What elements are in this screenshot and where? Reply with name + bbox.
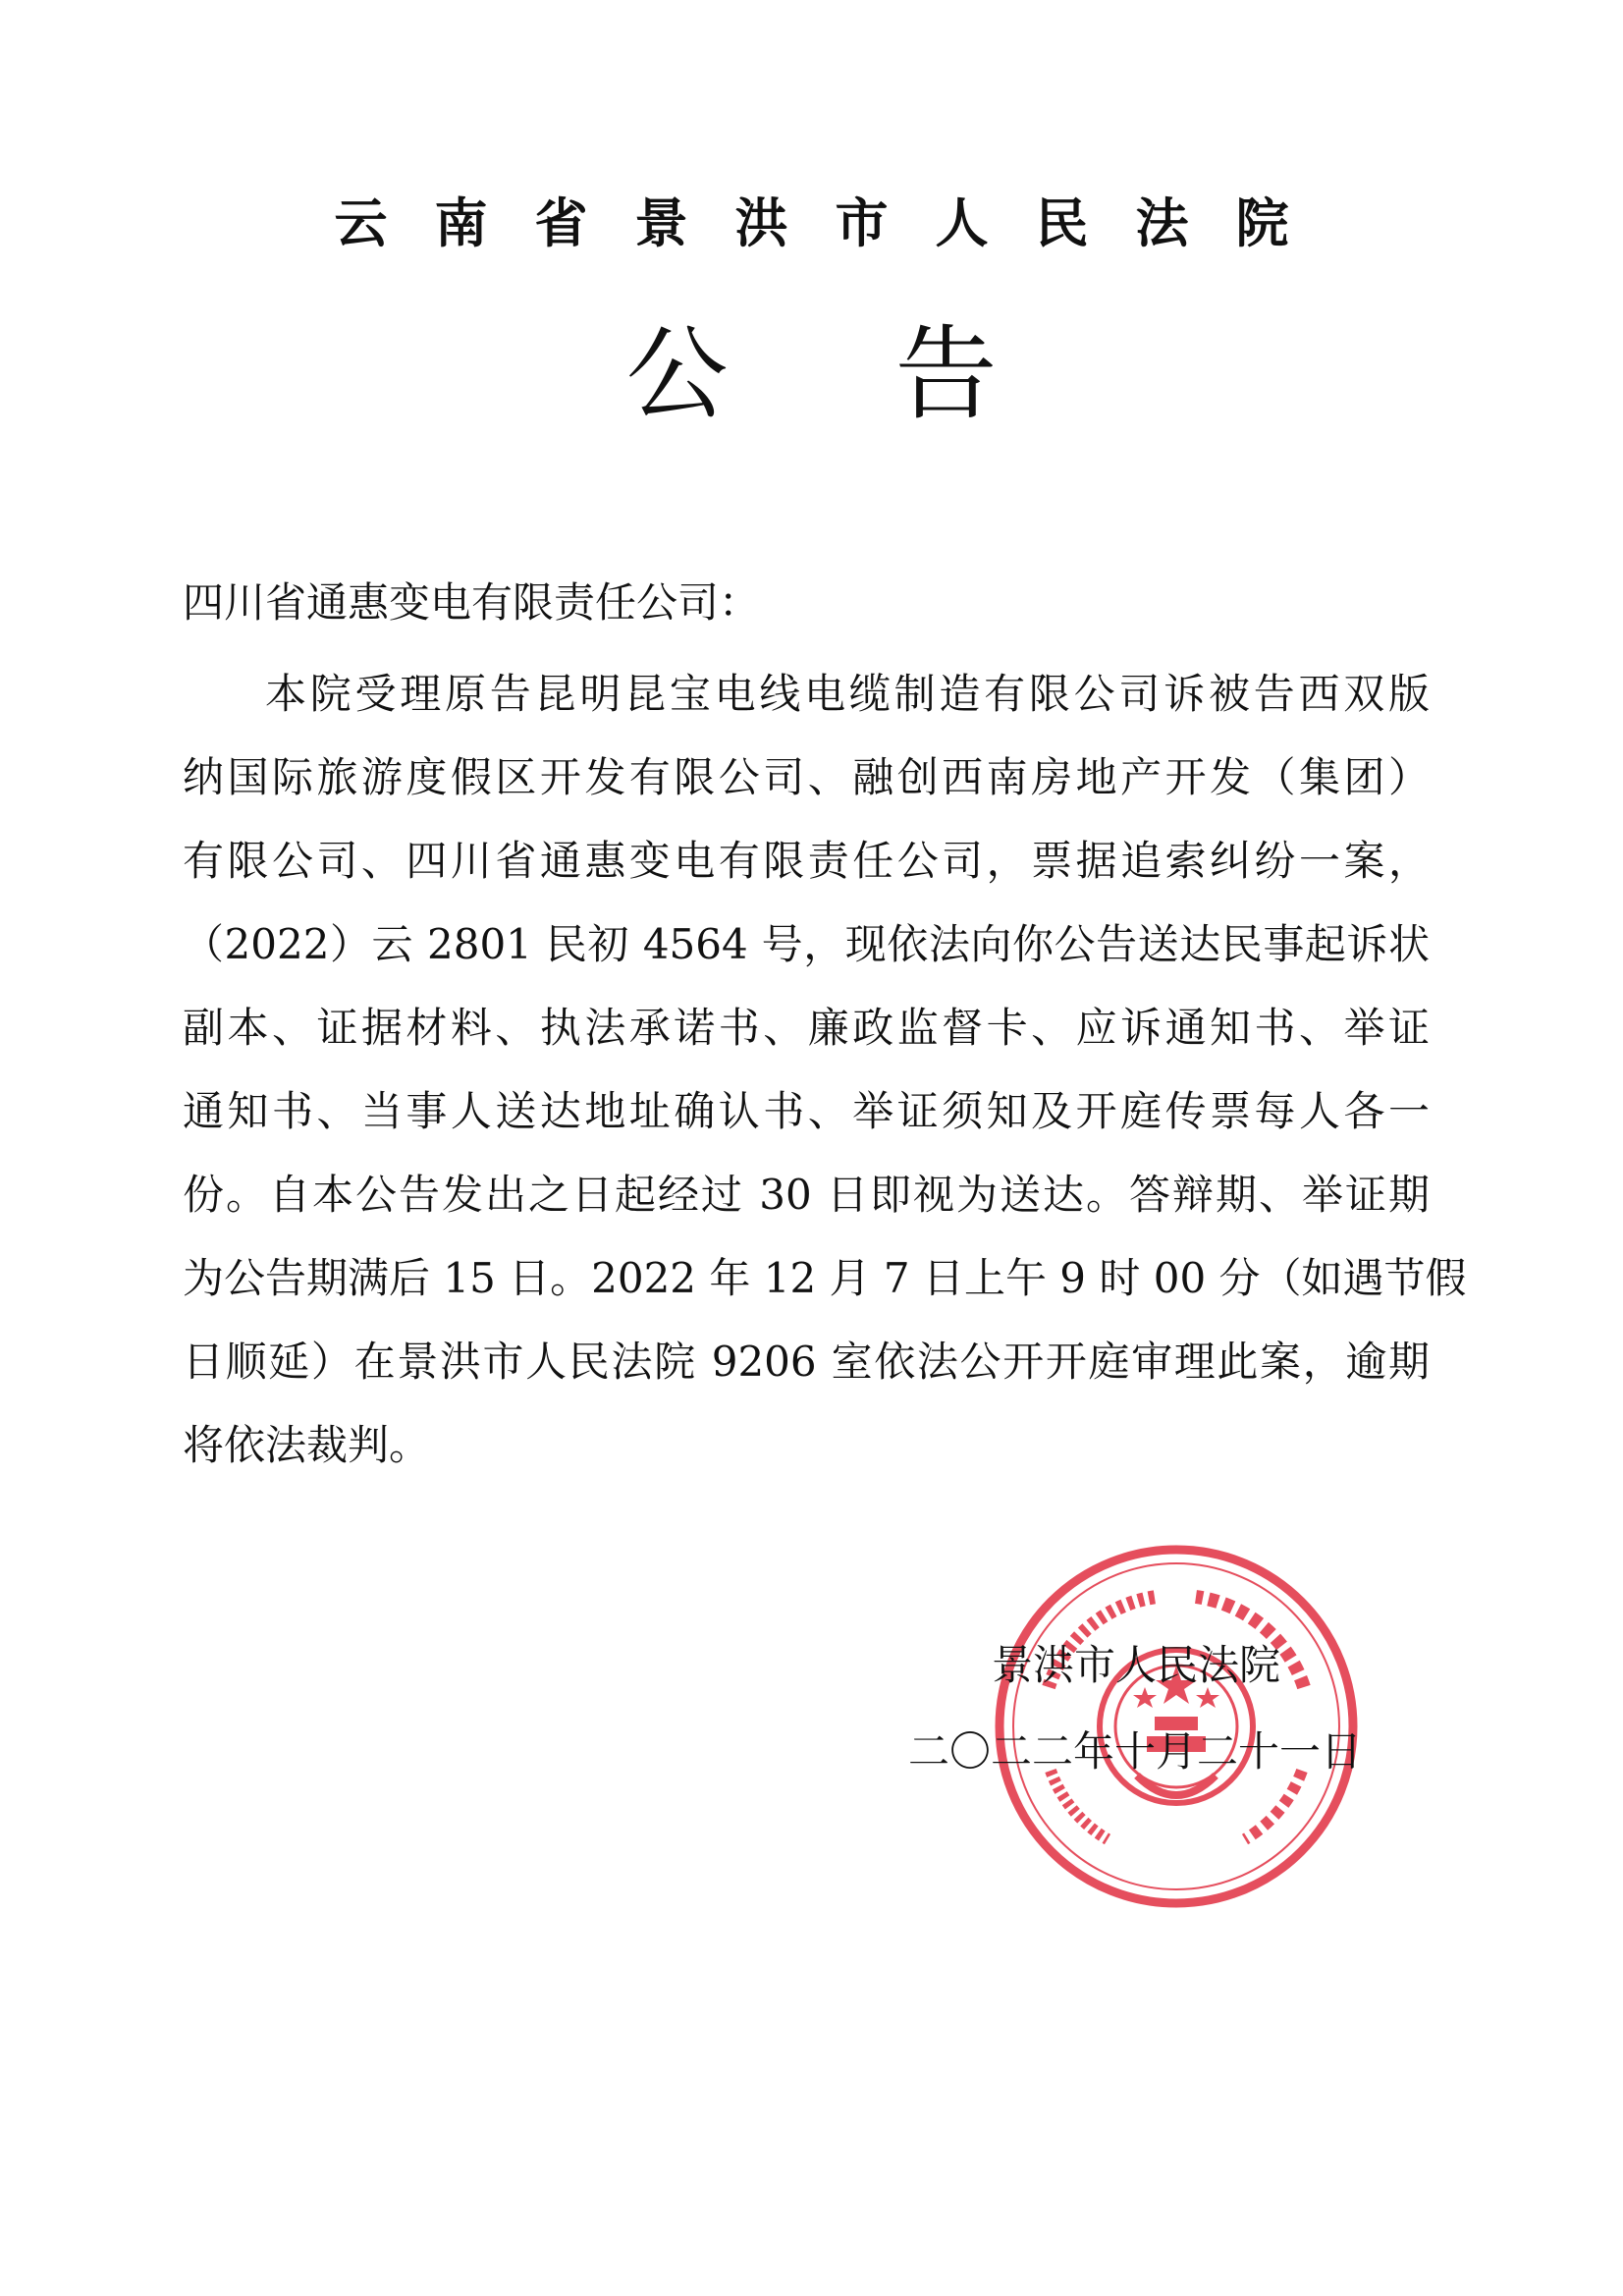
body-line: （2022）云 2801 民初 4564 号，现依法向你公告送达民事起诉状	[183, 920, 1430, 968]
court-name-heading: 云南省景洪市人民法院	[334, 192, 1336, 254]
body-line: 有限公司、四川省通惠变电有限责任公司，票据追索纠纷一案，	[183, 837, 1430, 885]
body-line: 为公告期满后 15 日。2022 年 12 月 7 日上午 9 时 00 分（如遇节假	[183, 1254, 1467, 1302]
body-line: 副本、证据材料、执法承诺书、廉政监督卡、应诉通知书、举证	[183, 1004, 1430, 1052]
issue-date: 二〇二二年十月二十一日	[908, 1727, 1363, 1776]
notice-title: 公告	[625, 314, 1164, 434]
notice-body	[183, 652, 1467, 1487]
body-line: 本院受理原告昆明昆宝电线电缆制造有限公司诉被告西双版	[265, 670, 1430, 718]
body-line: 将依法裁判。	[183, 1421, 431, 1469]
body-line: 份。自本公告发出之日起经过 30 日即视为送达。答辩期、举证期	[183, 1171, 1430, 1219]
issuing-court-signature: 景洪市人民法院	[992, 1641, 1281, 1689]
body-line: 纳国际旅游度假区开发有限公司、融创西南房地产开发（集团）	[183, 753, 1430, 801]
body-line: 日顺延）在景洪市人民法院 9206 室依法公开开庭审理此案，逾期	[183, 1338, 1430, 1386]
body-line: 通知书、当事人送达地址确认书、举证须知及开庭传票每人各一	[183, 1087, 1430, 1135]
addressee: 四川省通惠变电有限责任公司：	[183, 578, 761, 627]
